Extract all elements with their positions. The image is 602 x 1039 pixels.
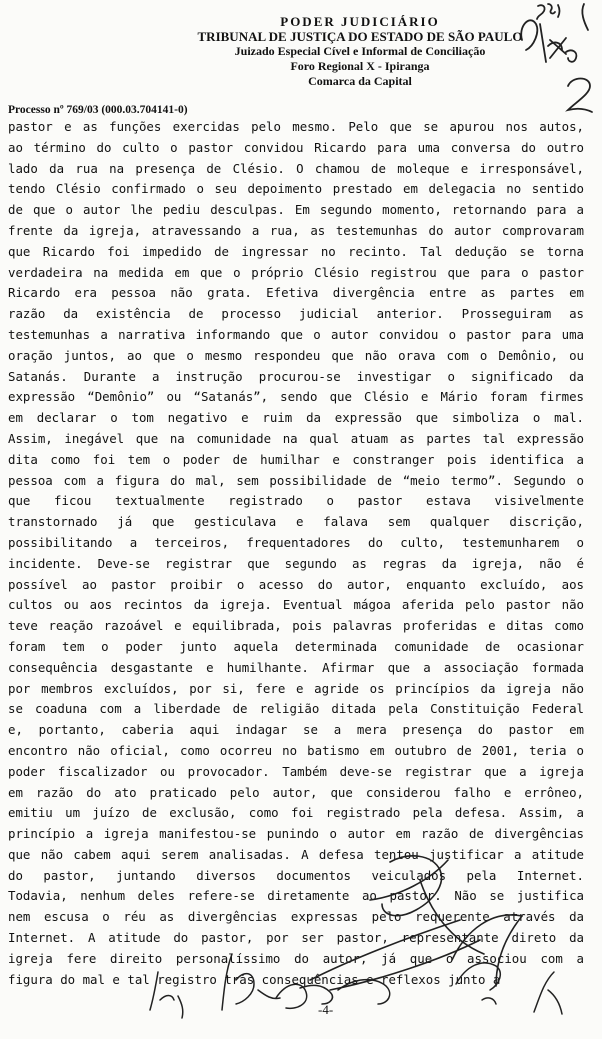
text-line: emitiu um juízo de exclusão, como foi registrado pela defesa. Assim, a bbox=[8, 805, 584, 821]
text-line: Todavia, nenhum deles refere-se diretamente ao pastor. Não se justifica bbox=[8, 888, 584, 904]
text-line: em declarar o tom negativo e ruim da expressão que simboliza o mal. bbox=[8, 410, 584, 426]
text-line: incidente. Deve-se registrar que segundo as regras da igreja, não é bbox=[8, 555, 584, 571]
document-body bbox=[8, 117, 584, 990]
text-line: de que o autor lhe pediu desculpas. Em segundo momento, retornando para a bbox=[8, 202, 584, 218]
header-line-2: TRIBUNAL DE JUSTIÇA DO ESTADO DE SÃO PAULO bbox=[197, 29, 523, 44]
text-line: que Ricardo foi impedido de ingressar no recinto. Tal dedução se torna bbox=[8, 243, 584, 259]
text-line: dita como foi tem o poder de humilhar e constranger pois identifica a bbox=[8, 451, 584, 467]
text-line: frente da igreja, atravessando a rua, as testemunhas do autor comprovaram bbox=[8, 222, 584, 238]
text-line: possibilitando a terceiros, frequentadores do culto, testemunharem o bbox=[8, 534, 584, 550]
text-line: igreja fere direito personalíssimo do autor, já que o associou com a bbox=[8, 950, 584, 966]
text-line: e, portanto, caberia aqui indagar se a mera presença do pastor em bbox=[8, 722, 584, 738]
text-line: em razão do ato praticado pelo autor, que considerou falho e errôneo, bbox=[8, 784, 584, 800]
text-line: nem escusa o réu as divergências expressas pelo requerente através da bbox=[8, 909, 584, 925]
text-line: pessoa com a figura do mal, sem possibilidade de “meio termo”. Segundo o bbox=[8, 472, 584, 488]
text-line: figura do mal e tal registro trás consequências e reflexos junto a bbox=[8, 971, 501, 987]
process-number: Processo nº 769/03 (000.03.704141-0) bbox=[8, 104, 188, 116]
text-line: razão da existência de processo judicial anterior. Prosseguiram as bbox=[8, 306, 584, 322]
text-line: verdadeira na medida em que o próprio Clésio registrou que para o pastor bbox=[8, 264, 584, 280]
text-line: Internet. A atitude do pastor, por ser pastor, representante direto da bbox=[8, 930, 584, 946]
text-line: possível ao pastor proibir o acesso do autor, enquanto excluído, aos bbox=[8, 576, 584, 592]
header-line-5: Comarca da Capital bbox=[308, 74, 412, 88]
text-line: pastor e as funções exercidas pelo mesmo. Pelo que se apurou nos autos, bbox=[8, 119, 584, 134]
text-line: Satanás. Durante a instrução procurou-se investigar o significado da bbox=[8, 368, 584, 384]
text-line: que ficou textualmente registrado o pastor estava visivelmente bbox=[8, 493, 584, 509]
header-line-1: PODER JUDICIÁRIO bbox=[280, 14, 440, 29]
text-line: Ricardo era pessoa não grata. Efetiva divergência entre as partes em bbox=[8, 285, 584, 301]
court-header bbox=[180, 14, 540, 89]
text-line: consequência desgastante e humilhante. Afirmar que a associação formada bbox=[8, 659, 584, 675]
header-line-4: Foro Regional X - Ipiranga bbox=[290, 59, 430, 73]
text-line: lado da rua na presença de Clésio. O chamou de moleque e irresponsável, bbox=[8, 160, 584, 176]
text-line: poder fiscalizador ou provocador. Também deve-se registrar que a igreja bbox=[8, 763, 584, 779]
text-line: expressão “Demônio” ou “Satanás”, sendo que Clésio e Mário foram firmes bbox=[8, 389, 584, 405]
text-line: se coaduna com a liberdade de religião ditada pela Constituição Federal bbox=[8, 701, 584, 717]
header-line-3: Juizado Especial Cível e Informal de Conciliação bbox=[234, 44, 486, 58]
text-line: ao término do culto o pastor convidou Ricardo para uma conversa do outro bbox=[8, 139, 584, 155]
text-line: foram tem o poder junto aquela determinada comunidade de ocasionar bbox=[8, 638, 584, 654]
text-line: Assim, inegável que na comunidade na qual atuam as partes tal expressão bbox=[8, 430, 584, 446]
text-line: por membros excluídos, por si, fere e agride os princípios da igreja não bbox=[8, 680, 584, 696]
page-number: -4- bbox=[318, 1002, 334, 1017]
text-line: testemunhas a narrativa informando que o autor convidou o pastor para uma bbox=[8, 326, 584, 342]
text-line: que não cabem aqui serem analisadas. A defesa tentou justificar a atitude bbox=[8, 846, 584, 862]
text-line: tendo Clésio confirmado o seu depoimento prestado em delegacia no sentido bbox=[8, 181, 584, 197]
text-line: transtornado já que gesticulava e falava sem qualquer discrição, bbox=[8, 514, 584, 530]
text-line: encontro não oficial, como ocorreu no batismo em outubro de 2001, teria o bbox=[8, 742, 584, 758]
text-line: cultos ou aos recintos da igreja. Eventual mágoa aferida pelo pastor não bbox=[8, 597, 584, 613]
text-line: princípio a igreja manifestou-se punindo o autor em razão de divergências bbox=[8, 826, 584, 842]
text-line: teve reação razoável e equilibrada, pois palavras proferidas e ditas como bbox=[8, 618, 584, 634]
text-line: do pastor, juntando diversos documentos veiculados pela Internet. bbox=[8, 867, 584, 883]
text-line: oração juntos, ao que o mesmo respondeu que não orava com o Demônio, ou bbox=[8, 347, 584, 363]
